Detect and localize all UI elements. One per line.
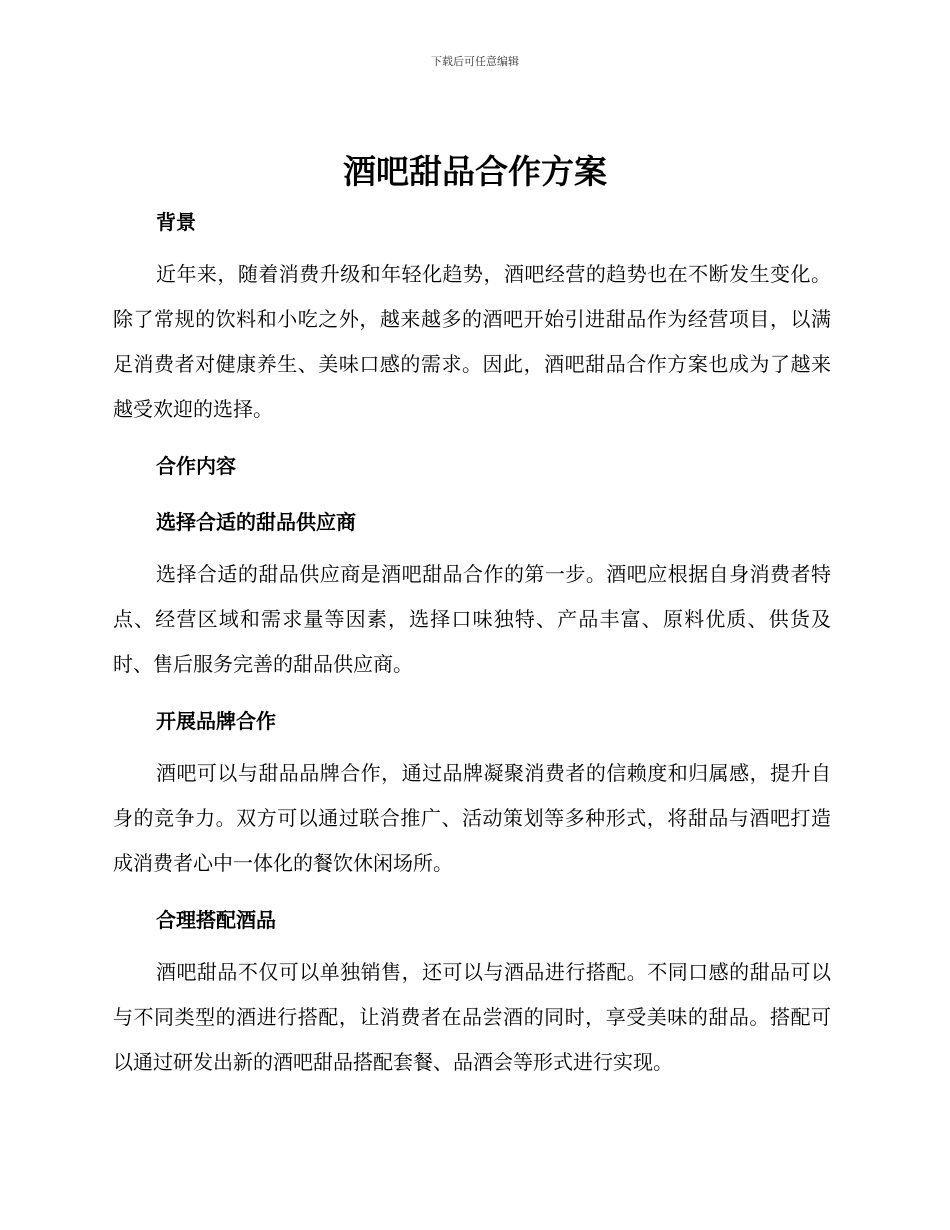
section-heading-brand-cooperation: 开展品牌合作 <box>156 709 276 733</box>
section-paragraph-choose-supplier: 选择合适的甜品供应商是酒吧甜品合作的第一步。酒吧应根据自身消费者特点、经营区域和需求量等因素，选择口味独特、产品丰富、原料优质、供货及时、售后服务完善的甜品供应商。 <box>113 562 831 676</box>
section-heading-choose-supplier: 选择合适的甜品供应商 <box>156 510 356 534</box>
header-note: 下载后可任意编辑 <box>431 55 519 68</box>
section-paragraph-background: 近年来，随着消费升级和年轻化趋势，酒吧经营的趋势也在不断发生变化。除了常规的饮料和小吃之外，越来越多的酒吧开始引进甜品作为经营项目，以满足消费者对健康养生、美味口感的需求。因此，酒吧甜品合作方案也成为了越来越受欢迎的选择。 <box>113 262 831 421</box>
section-heading-cooperation-content: 合作内容 <box>156 454 236 478</box>
document-title: 酒吧甜品合作方案 <box>343 152 607 191</box>
section-heading-background: 背景 <box>156 210 196 234</box>
document-body <box>113 200 831 1085</box>
section-paragraph-pairing: 酒吧甜品不仅可以单独销售，还可以与酒品进行搭配。不同口感的甜品可以与不同类型的酒进行搭配，让消费者在品尝酒的同时，享受美味的甜品。搭配可以通过研发出新的酒吧甜品搭配套餐、品酒会等形式进行实现。 <box>113 960 831 1074</box>
section-paragraph-brand-cooperation: 酒吧可以与甜品品牌合作，通过品牌凝聚消费者的信赖度和归属感，提升自身的竞争力。双方可以通过联合推广、活动策划等多种形式，将甜品与酒吧打造成消费者心中一体化的餐饮休闲场所。 <box>113 761 831 875</box>
section-heading-pairing: 合理搭配酒品 <box>156 908 276 932</box>
